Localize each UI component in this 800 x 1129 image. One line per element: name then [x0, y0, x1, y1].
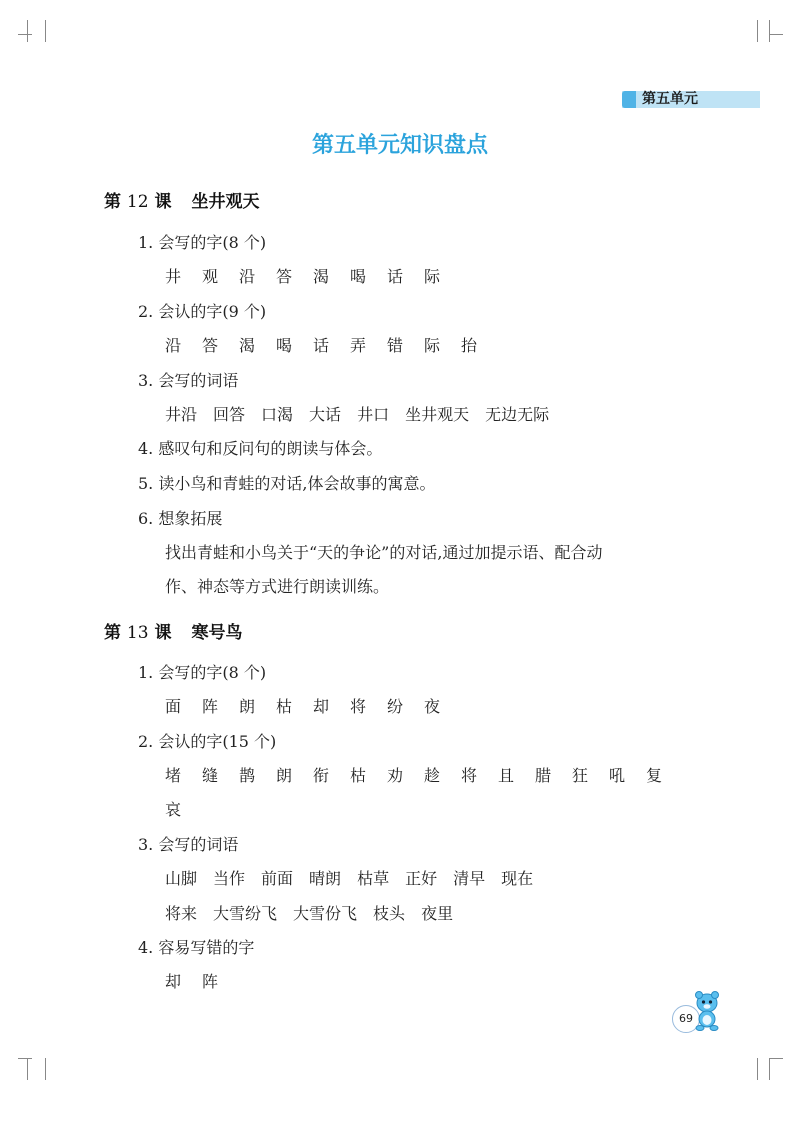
crop-mark — [18, 34, 32, 35]
l12-write-chars — [165, 264, 461, 287]
char: 弄 — [350, 336, 367, 355]
l12-read-chars — [165, 333, 498, 356]
word: 坐井观天 — [405, 405, 470, 424]
crop-mark — [757, 1058, 758, 1080]
char: 际 — [424, 267, 441, 286]
l12-item-2-label: 2. 会认的字(9 个) — [138, 302, 267, 321]
l12-item-6-text-1: 找出青蛙和小鸟关于“天的争论”的对话,通过加提示语、配合动 — [165, 543, 603, 562]
word: 口渴 — [261, 405, 294, 424]
char: 抬 — [461, 336, 478, 355]
char: 趁 — [424, 766, 441, 785]
crop-mark — [769, 20, 770, 42]
l13-words-row-1 — [165, 866, 549, 889]
char: 话 — [313, 336, 330, 355]
word: 回答 — [213, 405, 246, 424]
lesson-suffix: 课 — [154, 623, 172, 643]
word: 现在 — [501, 869, 534, 888]
l12-words — [165, 402, 565, 425]
char: 枯 — [276, 697, 293, 716]
word: 晴朗 — [309, 869, 342, 888]
word: 枝头 — [373, 904, 406, 923]
unit-tab-marker — [622, 91, 636, 108]
char: 话 — [387, 267, 404, 286]
lesson-name: 寒号鸟 — [191, 623, 243, 643]
lesson-prefix: 第 — [104, 623, 121, 643]
char: 却 — [313, 697, 330, 716]
char: 喝 — [276, 336, 293, 355]
crop-mark — [27, 20, 28, 42]
char: 阵 — [202, 972, 219, 991]
crop-mark — [769, 1058, 770, 1080]
char: 渴 — [313, 267, 330, 286]
crop-mark — [769, 1058, 783, 1059]
char: 错 — [387, 336, 404, 355]
crop-mark — [757, 20, 758, 42]
char: 哀 — [165, 800, 182, 819]
char: 朗 — [239, 697, 256, 716]
char: 观 — [202, 267, 219, 286]
l13-read-chars-row-1 — [165, 763, 683, 786]
char: 面 — [165, 697, 182, 716]
char: 将 — [461, 766, 478, 785]
char: 腊 — [535, 766, 552, 785]
lesson-prefix: 第 — [104, 192, 121, 212]
crop-mark — [45, 1058, 46, 1080]
page-title: 第五单元知识盘点 — [311, 133, 488, 158]
char: 缝 — [202, 766, 219, 785]
word: 夜里 — [421, 904, 454, 923]
l13-words-row-2 — [165, 901, 469, 924]
char: 复 — [646, 766, 663, 785]
char: 将 — [350, 697, 367, 716]
lesson-number: 13 — [126, 623, 149, 643]
word: 大话 — [309, 405, 342, 424]
l13-write-chars — [165, 694, 461, 717]
char: 衔 — [313, 766, 330, 785]
char: 阵 — [202, 697, 219, 716]
crop-mark — [18, 1058, 32, 1059]
char: 夜 — [424, 697, 441, 716]
char: 际 — [424, 336, 441, 355]
l12-item-3-label: 3. 会写的词语 — [138, 371, 239, 390]
word: 无边无际 — [485, 405, 550, 424]
word: 清早 — [453, 869, 486, 888]
char: 答 — [202, 336, 219, 355]
l13-read-chars-row-2 — [165, 797, 202, 820]
word: 大雪份飞 — [293, 904, 358, 923]
l13-item-3-label: 3. 会写的词语 — [138, 835, 239, 854]
l12-item-6-label: 6. 想象拓展 — [138, 509, 223, 528]
unit-tab — [622, 91, 760, 108]
char: 鹊 — [239, 766, 256, 785]
char: 枯 — [350, 766, 367, 785]
word: 山脚 — [165, 869, 198, 888]
char: 却 — [165, 972, 182, 991]
word: 当作 — [213, 869, 246, 888]
word: 将来 — [165, 904, 198, 923]
char: 劝 — [387, 766, 404, 785]
char: 纷 — [387, 697, 404, 716]
word: 前面 — [261, 869, 294, 888]
lesson-12-heading — [104, 187, 259, 212]
word: 枯草 — [357, 869, 390, 888]
l13-item-1-label: 1. 会写的字(8 个) — [138, 663, 267, 682]
char: 渴 — [239, 336, 256, 355]
l12-item-4: 4. 感叹句和反问句的朗读与体会。 — [138, 439, 383, 458]
lesson-name: 坐井观天 — [191, 192, 260, 212]
crop-mark — [769, 34, 783, 35]
char: 朗 — [276, 766, 293, 785]
page-number: 69 — [672, 1005, 700, 1033]
char: 沿 — [239, 267, 256, 286]
char: 狂 — [572, 766, 589, 785]
lesson-suffix: 课 — [154, 192, 172, 212]
bear-mascot-icon — [690, 990, 724, 1032]
word: 大雪纷飞 — [213, 904, 278, 923]
lesson-number: 12 — [126, 192, 149, 212]
l12-item-5: 5. 读小鸟和青蛙的对话,体会故事的寓意。 — [138, 474, 436, 493]
char: 井 — [165, 267, 182, 286]
l12-item-1-label: 1. 会写的字(8 个) — [138, 233, 267, 252]
crop-mark — [27, 1058, 28, 1080]
l12-item-6-text-2: 作、神态等方式进行朗读训练。 — [165, 577, 390, 596]
unit-tab-label: 第五单元 — [642, 91, 698, 107]
l13-error-chars — [165, 969, 239, 992]
l13-item-4-label: 4. 容易写错的字 — [138, 938, 255, 957]
char: 答 — [276, 267, 293, 286]
crop-mark — [45, 20, 46, 42]
char: 吼 — [609, 766, 626, 785]
char: 喝 — [350, 267, 367, 286]
char: 堵 — [165, 766, 182, 785]
word: 井沿 — [165, 405, 198, 424]
lesson-13-heading — [104, 618, 242, 643]
word: 正好 — [405, 869, 438, 888]
char: 沿 — [165, 336, 182, 355]
l13-item-2-label: 2. 会认的字(15 个) — [138, 732, 277, 751]
char: 且 — [498, 766, 515, 785]
word: 井口 — [357, 405, 390, 424]
